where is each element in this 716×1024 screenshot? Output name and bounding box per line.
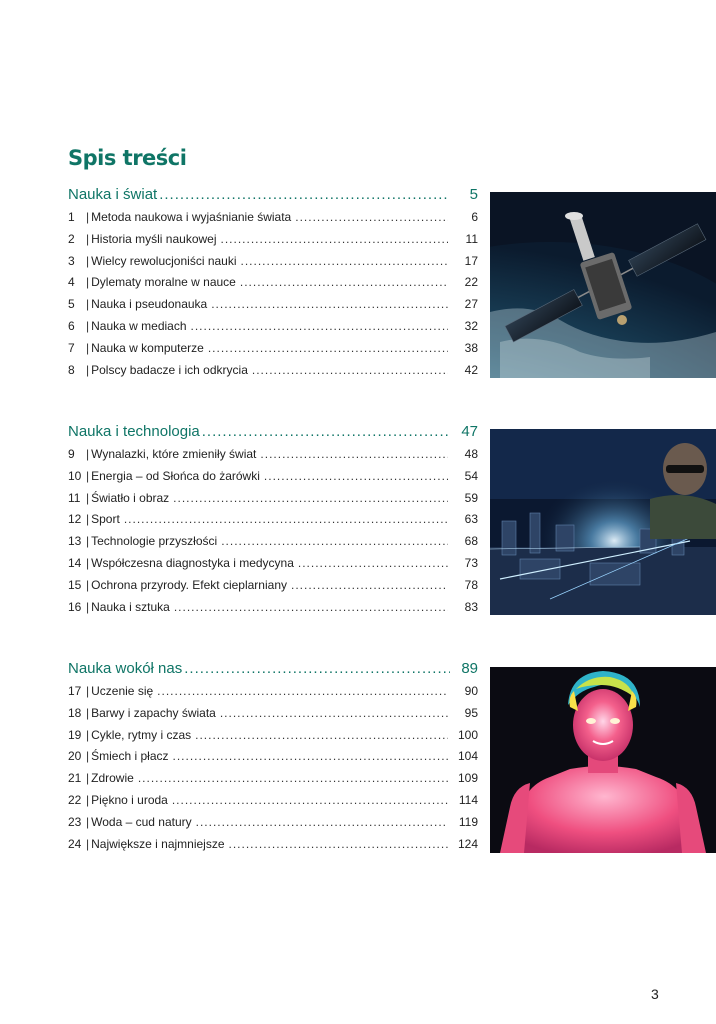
entry-separator: | — [86, 836, 90, 851]
toc-entry[interactable] — [68, 771, 478, 793]
entry-number: 17 — [68, 684, 82, 698]
toc-entry[interactable] — [68, 275, 478, 297]
section-heading[interactable] — [68, 423, 478, 447]
dot-leader — [173, 749, 449, 763]
entry-title: Energia – od Słońca do żarówki — [91, 468, 260, 483]
dot-leader — [252, 363, 448, 377]
entry-number: 16 — [68, 599, 82, 614]
entry-title: Nauka w mediach — [91, 318, 187, 333]
entry-page: 6 — [471, 210, 478, 224]
entry-number: 4 — [68, 275, 75, 290]
dot-leader — [229, 837, 448, 851]
entry-number: 13 — [68, 534, 82, 549]
section-page: 5 — [469, 186, 478, 203]
toc-entry[interactable] — [68, 363, 478, 385]
entry-title: Największe i najmniejsze — [91, 836, 225, 851]
entry-separator: | — [86, 490, 90, 505]
toc-section-nauka-i-technologia — [68, 423, 478, 621]
entry-number: 6 — [68, 318, 75, 333]
entry-separator: | — [86, 749, 90, 764]
entry-number: 18 — [68, 705, 82, 720]
entry-separator: | — [86, 210, 90, 224]
entry-title: Sport — [91, 512, 120, 527]
dot-leader — [221, 232, 449, 246]
entry-separator: | — [86, 318, 90, 333]
entry-separator: | — [86, 534, 90, 549]
entry-separator: | — [86, 555, 90, 570]
entry-page: 63 — [464, 512, 478, 527]
dot-leader — [202, 423, 450, 440]
entry-number: 15 — [68, 577, 82, 592]
toc-entry[interactable] — [68, 815, 478, 837]
entry-page: 109 — [457, 771, 478, 786]
entry-page: 32 — [464, 318, 478, 333]
dot-leader — [191, 319, 448, 333]
entry-separator: | — [86, 727, 90, 742]
entry-page: 100 — [457, 727, 478, 742]
toc-entry[interactable] — [68, 341, 478, 363]
page-title: Spis treści — [68, 146, 187, 170]
dot-leader — [173, 491, 448, 505]
entry-title: Nauka i sztuka — [91, 599, 170, 614]
entry-title: Historia myśli naukowej — [91, 231, 217, 246]
toc-entry[interactable] — [68, 837, 478, 859]
entry-page: 104 — [457, 749, 478, 764]
entry-separator: | — [86, 512, 90, 527]
entry-number: 7 — [68, 340, 75, 355]
entry-page: 68 — [464, 534, 478, 549]
entry-separator: | — [86, 705, 90, 720]
dot-leader — [220, 706, 448, 720]
dot-leader — [240, 275, 448, 289]
entry-page: 27 — [464, 297, 478, 312]
section-title: Nauka i świat — [68, 186, 158, 203]
entry-page: 54 — [464, 468, 478, 483]
dot-leader — [208, 341, 448, 355]
dot-leader — [264, 469, 448, 483]
entry-title: Nauka i pseudonauka — [91, 297, 208, 312]
entry-page: 22 — [464, 275, 478, 290]
entry-page: 59 — [464, 490, 478, 505]
entry-title: Cykle, rytmy i czas — [91, 727, 192, 742]
toc-entry[interactable] — [68, 578, 478, 600]
toc-entry[interactable] — [68, 793, 478, 815]
entry-page: 90 — [464, 684, 478, 698]
toc-entry[interactable] — [68, 254, 478, 276]
dot-leader — [260, 447, 448, 461]
entry-number: 14 — [68, 555, 82, 570]
entry-title: Nauka w komputerze — [91, 340, 204, 355]
toc-section-nauka-i-swiat — [68, 186, 478, 384]
toc-entry[interactable] — [68, 491, 478, 513]
dot-leader — [195, 728, 448, 742]
entry-separator: | — [86, 231, 90, 246]
entry-separator: | — [86, 599, 90, 614]
toc-entry[interactable] — [68, 684, 478, 706]
entry-number: 24 — [68, 836, 82, 851]
section-page: 89 — [461, 660, 478, 677]
entry-title: Polscy badacze i ich odkrycia — [91, 362, 248, 377]
entry-title: Wynalazki, które zmieniły świat — [91, 447, 257, 461]
entry-title: Metoda naukowa i wyjaśnianie świata — [91, 210, 292, 224]
entry-number: 10 — [68, 468, 82, 483]
section-heading[interactable] — [68, 186, 478, 210]
satellite-photo — [490, 192, 716, 378]
dot-leader — [196, 815, 448, 829]
entry-separator: | — [86, 253, 90, 268]
entry-page: 42 — [464, 362, 478, 377]
toc-entry[interactable] — [68, 512, 478, 534]
toc-entry[interactable] — [68, 600, 478, 622]
entry-number: 11 — [68, 490, 81, 505]
entry-number: 20 — [68, 749, 82, 764]
dot-leader — [291, 578, 448, 592]
dot-leader — [295, 210, 448, 224]
entry-title: Ochrona przyrody. Efekt cieplarniany — [91, 577, 287, 592]
entry-separator: | — [86, 297, 90, 312]
toc-entry[interactable] — [68, 706, 478, 728]
toc-entry[interactable] — [68, 556, 478, 578]
dot-leader — [159, 186, 450, 203]
section-title: Nauka wokół nas — [68, 660, 183, 677]
entry-page: 11 — [465, 231, 478, 246]
entry-page: 124 — [457, 836, 478, 851]
entry-number: 22 — [68, 792, 82, 807]
thermal-photo — [490, 667, 716, 853]
toc-entry[interactable] — [68, 232, 478, 254]
page-number: 3 — [651, 986, 659, 1002]
entry-separator: | — [86, 447, 90, 461]
entry-number: 2 — [68, 231, 75, 246]
section-heading[interactable] — [68, 660, 478, 684]
entry-number: 12 — [68, 512, 82, 527]
entry-separator: | — [86, 814, 90, 829]
entry-number: 8 — [68, 362, 75, 377]
entry-page: 114 — [458, 792, 478, 807]
entry-page: 83 — [464, 599, 478, 614]
entry-separator: | — [86, 275, 90, 290]
section-page: 47 — [461, 423, 478, 440]
entry-title: Współczesna diagnostyka i medycyna — [91, 555, 294, 570]
entry-title: Światło i obraz — [91, 490, 170, 505]
entry-page: 17 — [464, 253, 478, 268]
laser-lab-photo — [490, 429, 716, 615]
toc-entry[interactable] — [68, 469, 478, 491]
entry-title: Śmiech i płacz — [91, 749, 169, 764]
entry-number: 1 — [68, 210, 75, 224]
toc-entry[interactable] — [68, 319, 478, 341]
dot-leader — [124, 512, 448, 526]
entry-number: 9 — [68, 447, 75, 461]
entry-separator: | — [86, 684, 90, 698]
entry-title: Barwy i zapachy świata — [91, 705, 216, 720]
entry-separator: | — [86, 577, 90, 592]
entry-separator: | — [86, 340, 90, 355]
entry-page: 48 — [464, 447, 478, 461]
entry-separator: | — [86, 362, 90, 377]
entry-number: 21 — [68, 771, 82, 786]
toc-entry[interactable] — [68, 297, 478, 319]
dot-leader — [298, 556, 448, 570]
toc-entry[interactable] — [68, 534, 478, 556]
entry-page: 95 — [464, 705, 478, 720]
entry-number: 23 — [68, 814, 82, 829]
entry-title: Zdrowie — [91, 771, 134, 786]
entry-page: 78 — [464, 577, 478, 592]
entry-separator: | — [86, 792, 90, 807]
toc-entry[interactable] — [68, 749, 478, 771]
dot-leader — [138, 771, 448, 785]
section-title: Nauka i technologia — [68, 423, 200, 440]
entry-title: Woda – cud natury — [91, 814, 192, 829]
toc-section-nauka-wokol-nas — [68, 660, 478, 858]
entry-page: 38 — [464, 340, 478, 355]
entry-title: Wielcy rewolucjoniści nauki — [91, 253, 237, 268]
toc-entry[interactable] — [68, 447, 478, 469]
entry-title: Technologie przyszłości — [91, 534, 218, 549]
dot-leader — [221, 534, 448, 548]
entry-title: Uczenie się — [91, 684, 154, 698]
toc-entry[interactable] — [68, 210, 478, 232]
entry-page: 119 — [458, 814, 478, 829]
dot-leader — [172, 793, 448, 807]
entry-separator: | — [86, 771, 90, 786]
dot-leader — [157, 684, 448, 698]
dot-leader — [241, 254, 448, 268]
entry-separator: | — [86, 468, 90, 483]
entry-title: Piękno i uroda — [91, 792, 168, 807]
entry-number: 3 — [68, 253, 75, 268]
entry-number: 19 — [68, 727, 82, 742]
dot-leader — [174, 600, 448, 614]
dot-leader — [184, 660, 450, 677]
entry-title: Dylematy moralne w nauce — [91, 275, 236, 290]
dot-leader — [211, 297, 448, 311]
toc-entry[interactable] — [68, 728, 478, 750]
entry-page: 73 — [464, 555, 478, 570]
entry-number: 5 — [68, 297, 75, 312]
